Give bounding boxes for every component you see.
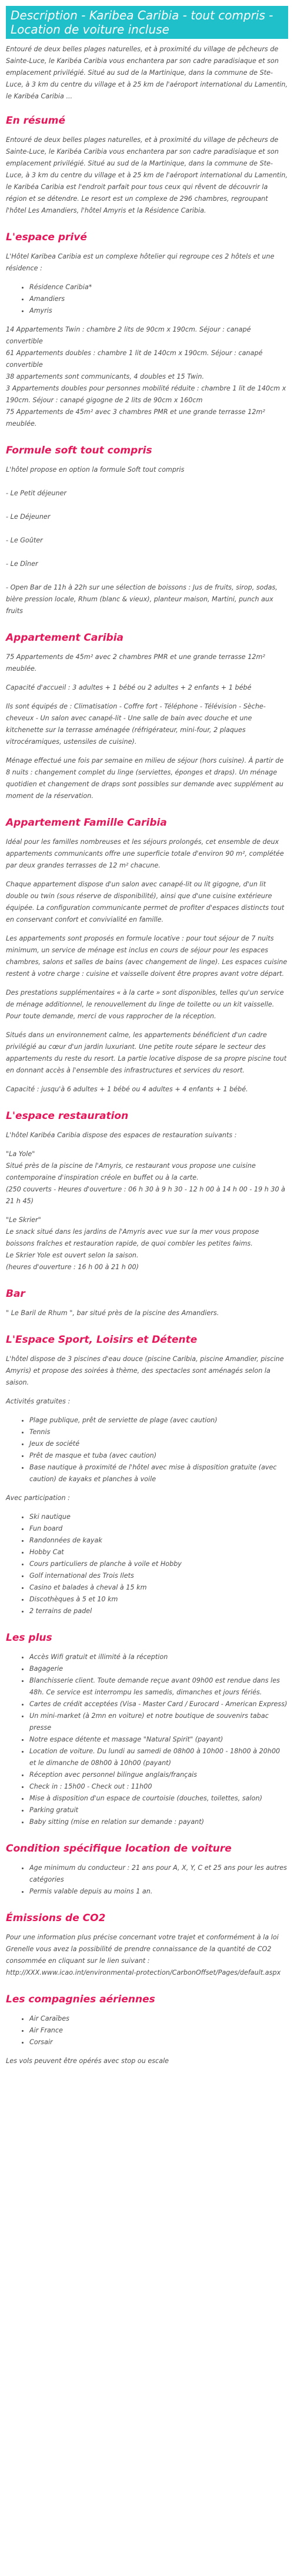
- formule-line: [6, 476, 288, 488]
- restaurant-description: Situé près de la piscine de l'Amyris, ce restaurant vous propose une cuisine contemporaine d'inspiration créole en buffet ou à la carte.: [6, 1162, 256, 1181]
- section-heading-formule-soft: Formule soft tout compris: [6, 445, 152, 456]
- compagnies-list: [6, 2013, 288, 2048]
- list-item: • Hobby Cat: [29, 1547, 288, 1558]
- section-heading-restauration: L'espace restauration: [6, 1110, 129, 1122]
- restauration-intro: L'hôtel Karibéa Caribia dispose des espaces de restauration suivants :: [6, 1131, 237, 1139]
- formule-line: - Le Dîner: [6, 560, 38, 568]
- section-heading-appartement-famille: Appartement Famille Caribia: [6, 817, 167, 829]
- caribia-paragraph: Ménage effectué une fois par semaine en milieu de séjour (hors cuisine). À partir de 8 nuits : changement complet du linge (serviettes, éponges et draps). Un ménage quotidien et changement de draps sont possibles sur demande avec supplément au moment de la réservation.: [6, 757, 284, 800]
- list-item: • Réception avec personnel bilingue anglais/français: [29, 1769, 288, 1781]
- restaurant-le-skrier: [6, 1214, 288, 1273]
- espace-prive-intro: L'Hôtel Karibea Caribia est un complexe hôtelier qui regroupe ces 2 hôtels et une résidence :: [6, 253, 275, 272]
- plus-list: [6, 1651, 288, 1828]
- formule-line: [6, 570, 288, 582]
- list-item: • Cours particuliers de planche à voile et Hobby: [29, 1558, 288, 1570]
- list-item: • Base nautique à proximité de l'hôtel avec mise à disposition gratuite (avec caution) de kayaks et planches à voile: [29, 1462, 288, 1485]
- section-heading-co2: Émissions de CO2: [6, 1912, 106, 1924]
- co2-link[interactable]: http://XXX.www.icao.int/environmental-protection/CarbonOffset/Pages/default.aspx: [6, 1969, 281, 1976]
- section-heading-compagnies: Les compagnies aériennes: [6, 1994, 155, 2005]
- list-item: • Tennis: [29, 1426, 288, 1438]
- list-item: • Mise à disposition d'un espace de courtoisie (douches, toilettes, salon): [29, 1793, 288, 1804]
- famille-paragraph: Situés dans un environnement calme, les appartements bénéficient d'un cadre privilégié au cœur d'un jardin luxuriant. Une petite route sépare le secteur des appartements du reste du resort. La partie locative dispose de sa propre piscine tout en donnant accès à l'ensemble des infrastructures et services du resort.: [6, 1031, 287, 1074]
- list-item: • Corsair: [29, 2037, 288, 2048]
- condition-list: [6, 1862, 288, 1898]
- formule-line: [6, 523, 288, 535]
- co2-description: Pour une information plus précise concernant votre trajet et conformément à la loi Grenelle vous avez la possibilité de prendre connaissance de la quantité de CO2 consommée en cliquant sur le lien suivant :: [6, 1933, 279, 1965]
- formule-line: L'hôtel propose en option la formule Soft tout compris: [6, 466, 185, 474]
- list-item: • Amandiers: [29, 293, 288, 305]
- list-item: • Plage publique, prêt de serviette de plage (avec caution): [29, 1415, 288, 1426]
- list-item: • Randonnées de kayak: [29, 1535, 288, 1547]
- participation-label: Avec participation :: [6, 1494, 70, 1502]
- famille-paragraph: Chaque appartement dispose d'un salon avec canapé-lit ou lit gigogne, d'un lit double ou twin (sous réserve de disponibilité), ainsi que d'une cuisine extérieure équipée. La configuration communicante permet de profiter d'espaces distincts tout en conservant confort et convivialité en famille.: [6, 880, 285, 923]
- caribia-paragraph: Ils sont équipés de : Climatisation - Coffre fort - Téléphone - Télévision - Sèche-cheveux - Un salon avec canapé-lit - Une salle de bain avec douche et une kitchenette sur la terrasse aménagée (réfrigérateur, mini-four, 2 plaques vitrocéramiques, ustensiles de cuisine).: [6, 703, 266, 746]
- list-item: • Notre espace détente et massage "Natural Spirit" (payant): [29, 1734, 288, 1746]
- list-item: • Amyris: [29, 305, 288, 317]
- list-item: • Location de voiture. Du lundi au samedi de 08h00 à 10h00 - 18h00 à 20h00 et le dimanche de 08h00 à 10h00 (payant): [29, 1746, 288, 1769]
- activites-label: Activités gratuites :: [6, 1398, 71, 1405]
- list-item: • Age minimum du conducteur : 21 ans pour A, X, Y, C et 25 ans pour les autres catégories: [29, 1862, 288, 1886]
- list-item: • Bagagerie: [29, 1663, 288, 1675]
- restaurant-hours: (250 couverts - Heures d'ouverture : 06 h 30 à 9 h 30 - 12 h 00 à 14 h 00 - 19 h 30 à 21 h 45): [6, 1186, 286, 1205]
- list-item: • Un mini-market (à 2mn en voiture) et notre boutique de souvenirs tabac presse: [29, 1710, 288, 1734]
- list-item: • Casino et balades à cheval à 15 km: [29, 1582, 288, 1594]
- participation-list: [6, 1511, 288, 1617]
- list-item: • Discothèques à 5 et 10 km: [29, 1594, 288, 1605]
- detail-line: 61 Appartements doubles : chambre 1 lit de 140cm x 190cm. Séjour : canapé convertible: [6, 349, 263, 369]
- caribia-paragraph: 75 Appartements de 45m² avec 2 chambres PMR et une grande terrasse 12m² meublée.: [6, 653, 265, 673]
- section-heading-resume: En résumé: [6, 115, 66, 127]
- restaurant-la-yole: [6, 1148, 288, 1207]
- espace-prive-list: [6, 282, 288, 317]
- intro-paragraph: Entouré de deux belles plages naturelles, et à proximité du village de pêcheurs de Sainte-Luce, le Karibéa Caribia vous enchantera par son cadre paradisiaque et son emplacement privilégié. Situé au sud de la Martinique, dans la commune de Ste-Luce, à 3 km du centre du village et à 25 km de l'aéroport international du Lamentin, le Karibéa Caribia ...: [6, 45, 288, 100]
- list-item: • 2 terrains de padel: [29, 1605, 288, 1617]
- section-heading-bar: Bar: [6, 1288, 25, 1300]
- formule-soft-lines: [6, 464, 288, 617]
- list-item: • Fun board: [29, 1523, 288, 1535]
- famille-paragraph: Des prestations supplémentaires « à la carte » sont disponibles, telles qu'un service de ménage additionnel, le renouvellement du linge de toilette ou un kit vaisselle. Pour toute demande, merci de vous rapprocher de la réception.: [6, 989, 284, 1020]
- compagnies-note: Les vols peuvent être opérés avec stop ou escale: [6, 2057, 169, 2065]
- resume-text: Entouré de deux belles plages naturelles, et à proximité du village de pêcheurs de Sainte-Luce, le Karibéa Caribia vous enchantera par son cadre paradisiaque et son emplacement privilégié. Situé au sud de la Martinique, dans la commune de Ste-Luce, à 3 km du centre du village et à 25 km de l'aéroport international du Lamentin, le Karibéa Caribia est l'endroit parfait pour tous ceux qui rêvent de découvrir la région et se détendre. Le resort est un complexe de 296 chambres, regroupant l'hôtel Les Amandiers, l'hôtel Amyris et la Résidence Caribia.: [6, 136, 288, 214]
- section-heading-plus: Les plus: [6, 1632, 52, 1644]
- list-item: • Permis valable depuis au moins 1 an.: [29, 1886, 288, 1898]
- sport-intro: L'hôtel dispose de 3 piscines d'eau douce (piscine Caribia, piscine Amandier, piscine Amyris) et propose des soirées à thème, des spectacles sont aménagés selon la saison.: [6, 1355, 284, 1386]
- page-title: Description - Karibea Caribia - tout compris - Location de voiture incluse: [6, 6, 288, 39]
- co2-text: [6, 1932, 288, 1979]
- detail-line: 3 Appartements doubles pour personnes mobilité réduite : chambre 1 lit de 140cm x 190cm. Séjour : canapé gigogne de 2 lits de 90cm x 160cm: [6, 385, 286, 404]
- bar-text: " Le Baril de Rhum ", bar situé près de la piscine des Amandiers.: [6, 1309, 219, 1317]
- list-item: • Check in : 15h00 - Check out : 11h00: [29, 1781, 288, 1793]
- formule-line: - Le Goûter: [6, 537, 43, 544]
- famille-paragraph: Capacité : jusqu'à 6 adultes + 1 bébé ou 4 adultes + 4 enfants + 1 bébé.: [6, 1085, 248, 1093]
- caribia-paragraph: Capacité d'accueil : 3 adultes + 1 bébé ou 2 adultes + 2 enfants + 1 bébé: [6, 684, 252, 691]
- formule-line: - Le Déjeuner: [6, 513, 51, 521]
- list-item: • Baby sitting (mise en relation sur demande : payant): [29, 1816, 288, 1828]
- section-heading-appartement-caribia: Appartement Caribia: [6, 632, 124, 644]
- espace-prive-details: [6, 324, 288, 430]
- list-item: • Prêt de masque et tuba (avec caution): [29, 1450, 288, 1462]
- list-item: • Résidence Caribia*: [29, 282, 288, 293]
- list-item: • Jeux de société: [29, 1438, 288, 1450]
- famille-paragraph: Idéal pour les familles nombreuses et les séjours prolongés, cet ensemble de deux appartements communicants offre une superficie totale d'environ 90 m², complétée par deux grandes terrasses de 12 m² chacune.: [6, 838, 284, 869]
- list-item: • Blanchisserie client. Toute demande reçue avant 09h00 est rendue dans les 48h. Ce service est interrompu les samedis, dimanches et jours fériés.: [29, 1675, 288, 1698]
- list-item: • Air Caraïbes: [29, 2013, 288, 2025]
- detail-line: 75 Appartements de 45m² avec 3 chambres PMR et une grande terrasse 12m² meublée.: [6, 408, 265, 428]
- formule-line: [6, 547, 288, 558]
- list-item: • Air France: [29, 2025, 288, 2037]
- bottom-spacer: [6, 2074, 288, 2084]
- formule-line: - Le Petit déjeuner: [6, 489, 66, 497]
- restaurant-hours: (heures d'ouverture : 16 h 00 à 21 h 00): [6, 1263, 139, 1271]
- restaurant-name: "La Yole": [6, 1150, 35, 1158]
- section-heading-sport: L'Espace Sport, Loisirs et Détente: [6, 1334, 198, 1346]
- list-item: • Parking gratuit: [29, 1804, 288, 1816]
- list-item: • Cartes de crédit acceptées (Visa - Master Card / Eurocard - American Express): [29, 1698, 288, 1710]
- restaurant-season: Le Skrier Yole est ouvert selon la saison.: [6, 1251, 139, 1259]
- section-heading-espace-prive: L'espace privé: [6, 231, 87, 243]
- restaurant-description: Le snack situé dans les jardins de l'Amyris avec vue sur la mer vous propose boissons fraîches et restauration rapide, de quoi combler les petites faims.: [6, 1228, 259, 1247]
- formule-line: - Open Bar de 11h à 22h sur une sélection de boissons : Jus de fruits, sirop, sodas, bière pression locale, Rhum (blanc & vieux), planteur maison, Martini, punch aux fruits: [6, 584, 278, 615]
- restaurant-name: "Le Skrier": [6, 1216, 41, 1224]
- list-item: • Accès Wifi gratuit et illimité à la réception: [29, 1651, 288, 1663]
- list-item: • Golf international des Trois Ilets: [29, 1570, 288, 1582]
- famille-paragraph: Les appartements sont proposés en formule locative : pour tout séjour de 7 nuits minimum, un service de ménage est inclus en cours de séjour pour les espaces chambres, salons et salles de bains (avec changement de linge). Les espaces cuisine restent à votre charge : cuisine et vaisselle doivent être propres avant votre départ.: [6, 935, 288, 978]
- section-heading-condition: Condition spécifique location de voiture: [6, 1843, 232, 1855]
- detail-line: 14 Appartements Twin : chambre 2 lits de 90cm x 190cm. Séjour : canapé convertible: [6, 326, 251, 345]
- detail-line: 38 appartements sont communicants, 4 doubles et 15 Twin.: [6, 373, 205, 380]
- list-item: • Ski nautique: [29, 1511, 288, 1523]
- activites-list: [6, 1415, 288, 1485]
- formule-line: [6, 499, 288, 511]
